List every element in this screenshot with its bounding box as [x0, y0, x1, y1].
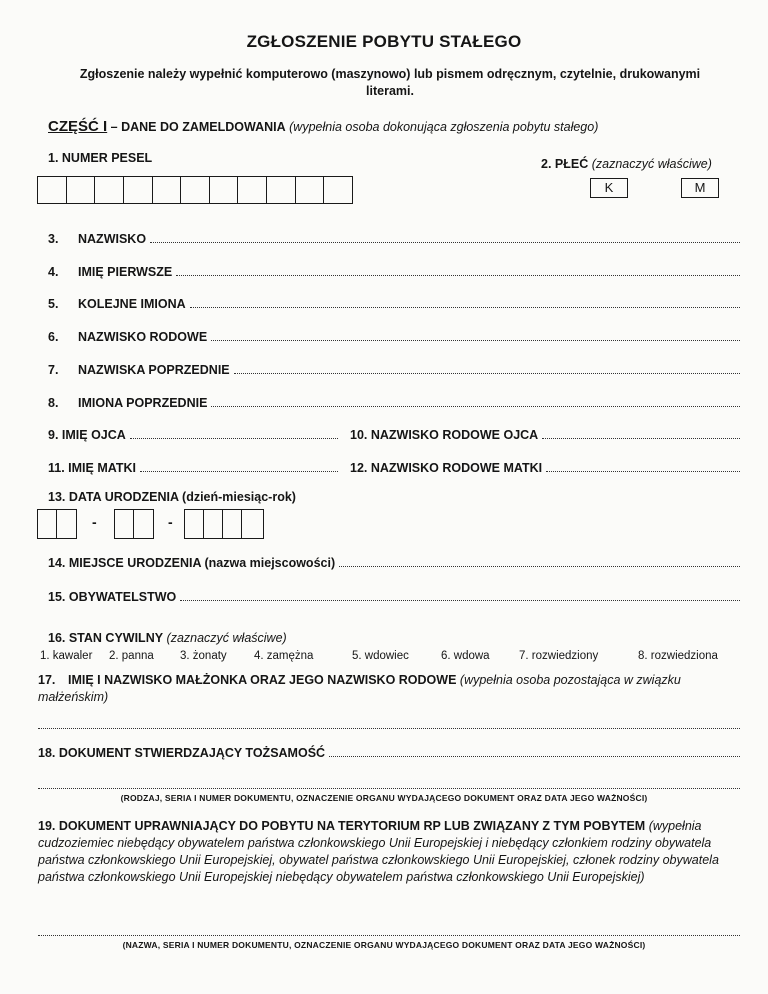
civil-status-label: 16. STAN CYWILNY (zaznaczyć właściwe)	[48, 631, 287, 645]
civil-option-6[interactable]: 6. wdowa	[441, 650, 490, 662]
form-title: ZGŁOSZENIE POBYTU STAŁEGO	[246, 32, 522, 51]
mother-family-name-field[interactable]: 12. NAZWISKO RODOWE MATKI	[350, 461, 740, 475]
civil-option-3[interactable]: 3. żonaty	[180, 650, 227, 662]
birth-month-input[interactable]	[114, 509, 154, 539]
part-title: DANE DO ZAMELDOWANIA	[121, 120, 286, 134]
birthplace-field[interactable]: 14. MIEJSCE URODZENIA (nazwa miejscowości)	[48, 556, 740, 570]
birthdate-label: 13. DATA URODZENIA (dzień-miesiąc-rok)	[48, 490, 296, 504]
previous-names-field[interactable]: 8. IMIONA POPRZEDNIE	[48, 396, 740, 410]
sex-option-k[interactable]: K	[590, 178, 628, 198]
part-label: CZĘŚĆ I	[48, 118, 108, 135]
mother-name-field[interactable]: 11. IMIĘ MATKI	[48, 461, 338, 475]
civil-option-1[interactable]: 1. kawaler	[40, 650, 93, 662]
id-document-field[interactable]: 18. DOKUMENT STWIERDZAJĄCY TOŻSAMOŚĆ	[38, 746, 740, 760]
pesel-label: 1. NUMER PESEL	[48, 151, 153, 165]
surname-field[interactable]: 3. NAZWISKO	[48, 232, 740, 246]
father-family-name-field[interactable]: 10. NAZWISKO RODOWE OJCA	[350, 428, 740, 442]
spouse-label: 17. IMIĘ I NAZWISKO MAŁŻONKA ORAZ JEGO NAZWISKO RODOWE (wypełnia osoba pozostająca w związku małżeńskim)	[38, 673, 681, 704]
spouse-input[interactable]	[38, 728, 740, 729]
civil-option-7[interactable]: 7. rozwiedziony	[519, 650, 599, 662]
date-separator: -	[92, 514, 97, 530]
form-instructions: Zgłoszenie należy wypełnić komputerowo (maszynowo) lub pismem odręcznym, czytelnie, drukowanymi literami.	[79, 67, 701, 98]
id-document-input-line[interactable]	[38, 788, 740, 789]
civil-option-8[interactable]: 8. rozwiedziona	[638, 650, 718, 662]
family-name-field[interactable]: 6. NAZWISKO RODOWE	[48, 330, 740, 344]
part-note: (wypełnia osoba dokonująca zgłoszenia pobytu stałego)	[285, 120, 599, 134]
other-names-field[interactable]: 5. KOLEJNE IMIONA	[48, 297, 740, 311]
civil-option-5[interactable]: 5. wdowiec	[352, 650, 409, 662]
pesel-input[interactable]	[37, 176, 353, 204]
sex-label: 2. PŁEĆ (zaznaczyć właściwe)	[541, 157, 712, 171]
civil-option-2[interactable]: 2. panna	[109, 650, 154, 662]
stay-document-caption: (NAZWA, SERIA I NUMER DOKUMENTU, OZNACZENIE ORGANU WYDAJĄCEGO DOKUMENT ORAZ DATA JEGO WAŻNOŚCI)	[122, 940, 646, 950]
citizenship-field[interactable]: 15. OBYWATELSTWO	[48, 590, 740, 604]
birth-day-input[interactable]	[37, 509, 77, 539]
father-name-field[interactable]: 9. IMIĘ OJCA	[48, 428, 338, 442]
part-header: CZĘŚĆ I – DANE DO ZAMELDOWANIA (wypełnia osoba dokonująca zgłoszenia pobytu stałego)	[48, 118, 599, 135]
id-document-caption: (RODZAJ, SERIA I NUMER DOKUMENTU, OZNACZENIE ORGANU WYDAJĄCEGO DOKUMENT ORAZ DATA JEGO WAŻNOŚCI)	[120, 793, 648, 803]
stay-document-input[interactable]	[38, 935, 740, 936]
birth-year-input[interactable]	[184, 509, 264, 539]
civil-option-4[interactable]: 4. zamężna	[254, 650, 314, 662]
previous-surnames-field[interactable]: 7. NAZWISKA POPRZEDNIE	[48, 363, 740, 377]
date-separator: -	[168, 514, 173, 530]
stay-document-label: 19. DOKUMENT UPRAWNIAJĄCY DO POBYTU NA TERYTORIUM RP LUB ZWIĄZANY Z TYM POBYTEM (wypełnia cudzoziemiec niebędący obywatelem państwa członkowskiego Unii Europejskiej i niebędący członkiem rodziny obywatela państwa członkowskiego Unii Europejskiej, obywatel państwa członkowskiego Unii Europejskiej, członek rodziny obywatela państwa członkowskiego Unii Europejskiej niebędący obywatelem państwa członkowskiego Unii Europejskiej)	[38, 819, 719, 884]
first-name-field[interactable]: 4. IMIĘ PIERWSZE	[48, 265, 740, 279]
sex-option-m[interactable]: M	[681, 178, 719, 198]
